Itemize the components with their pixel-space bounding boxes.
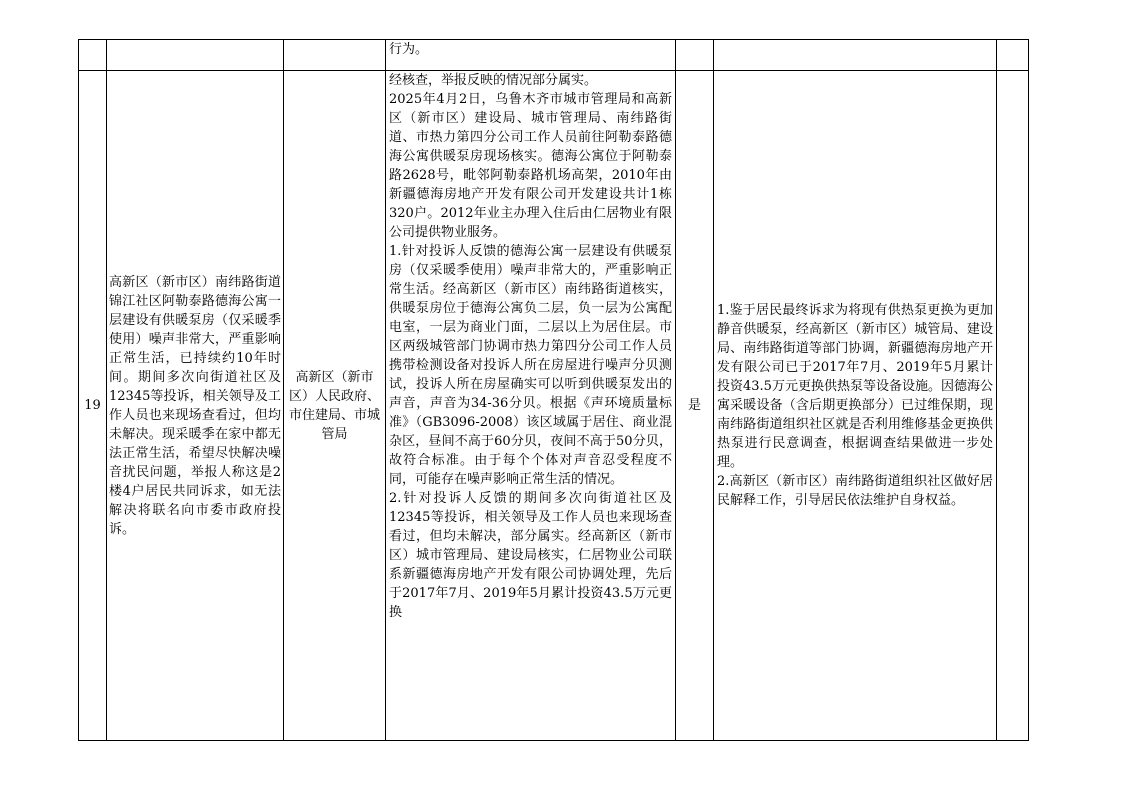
findings-paragraph: 经核查，举报反映的情况部分属实。 bbox=[389, 73, 598, 88]
complaint-table bbox=[78, 39, 1029, 741]
findings-cell bbox=[386, 71, 676, 741]
responsible-unit-cell bbox=[284, 40, 386, 71]
table-row bbox=[79, 40, 1029, 71]
measures-cell bbox=[714, 71, 997, 741]
findings-paragraph: 1.针对投诉人反馈的德海公寓一层建设有供暖泵房（仅采暖季使用）噪声非常大的，严重影响正常生活。经高新区（新市区）南纬路街道核实，供暖泵房位于德海公寓负二层，负一层为公寓配电室，一层为商业门面，二层以上为居住层。市区两级城管部门协调市热力第四分公司工作人员携带检测设备对投诉人所在房屋进行噪声分贝测试，投诉人所在房屋确实可以听到供暖泵发出的声音，声音为34-36分贝。根据《声环境质量标准》（GB3096-2008）该区域属于居住、商业混杂区，昼间不高于60分贝，夜间不高于50分贝，故符合标准。由于每个个体对声音忍受程度不同，可能存在噪声影响正常生活的情况。 bbox=[389, 244, 672, 487]
row-index: 19 bbox=[84, 398, 101, 413]
table-row bbox=[79, 71, 1029, 741]
complaint-cell bbox=[107, 40, 284, 71]
index-cell bbox=[79, 40, 107, 71]
findings-cell bbox=[386, 40, 676, 71]
is-true-text: 是 bbox=[687, 398, 701, 413]
findings-tail-text: 行为。 bbox=[389, 42, 429, 57]
measures-paragraph: 2.高新区（新市区）南纬路街道组织社区做好居民解释工作，引导居民依法维护自身权益。 bbox=[717, 474, 993, 508]
responsible-unit-text: 高新区（新市区）人民政府、市住建局、市城管局 bbox=[288, 369, 380, 442]
complaint-cell bbox=[107, 71, 284, 741]
findings-content bbox=[389, 71, 672, 740]
findings-paragraph: 2025年4月2日，乌鲁木齐市城市管理局和高新区（新市区）建设局、城市管理局、南纬路街道、市热力第四分公司工作人员前往阿勒泰路德海公寓供暖泵房现场核实。德海公寓位于阿勒泰路2628号，毗邻阿勒泰路机场高架，2010年由新疆德海房地产开发有限公司开发建设共计1栋320户。2012年业主办理入住后由仁居物业有限公司提供物业服务。 bbox=[389, 92, 672, 240]
is-true-cell bbox=[676, 40, 714, 71]
responsible-unit-cell bbox=[284, 71, 386, 741]
measures-paragraph: 1.鉴于居民最终诉求为将现有供热泵更换为更加静音供暖泵，经高新区（新市区）城管局、建设局、南纬路街道等部门协调，新疆德海房地产开发有限公司已于2017年7月、2019年5月累计投资43.5万元更换供热泵等设备设施。因德海公寓采暖设备（含后期更换部分）已过维保期，现南纬路街道组织社区就是否利用维修基金更换供热泵进行民意调查，根据调查结果做进一步处理。 bbox=[717, 303, 993, 470]
complaint-text: 高新区（新市区）南纬路街道锦江社区阿勒泰路德海公寓一层建设有供暖泵房（仅采暖季使用）噪声非常大，严重影响正常生活，已持续约10年时间。期间多次向街道社区及12345等投诉，相关领导及工作人员也来现场查看过，但均未解决。现采暖季在家中都无法正常生活，希望尽快解决噪音扰民问题，举报人称这是2楼4户居民共同诉求，如无法解决将联名向市委市政府投诉。 bbox=[109, 274, 281, 537]
remarks-cell bbox=[997, 71, 1029, 741]
remarks-cell bbox=[997, 40, 1029, 71]
findings-paragraph: 2.针对投诉人反馈的期间多次向街道社区及12345等投诉，相关领导及工作人员也来现场查看过，但均未解决，部分属实。经高新区（新市区）城市管理局、建设局核实，仁居物业公司联系新疆德海房地产开发有限公司协调处理，先后于2017年7月、2019年5月累计投资43.5万元更换 bbox=[389, 491, 672, 620]
is-true-cell bbox=[676, 71, 714, 741]
measures-cell bbox=[714, 40, 997, 71]
index-cell bbox=[79, 71, 107, 741]
